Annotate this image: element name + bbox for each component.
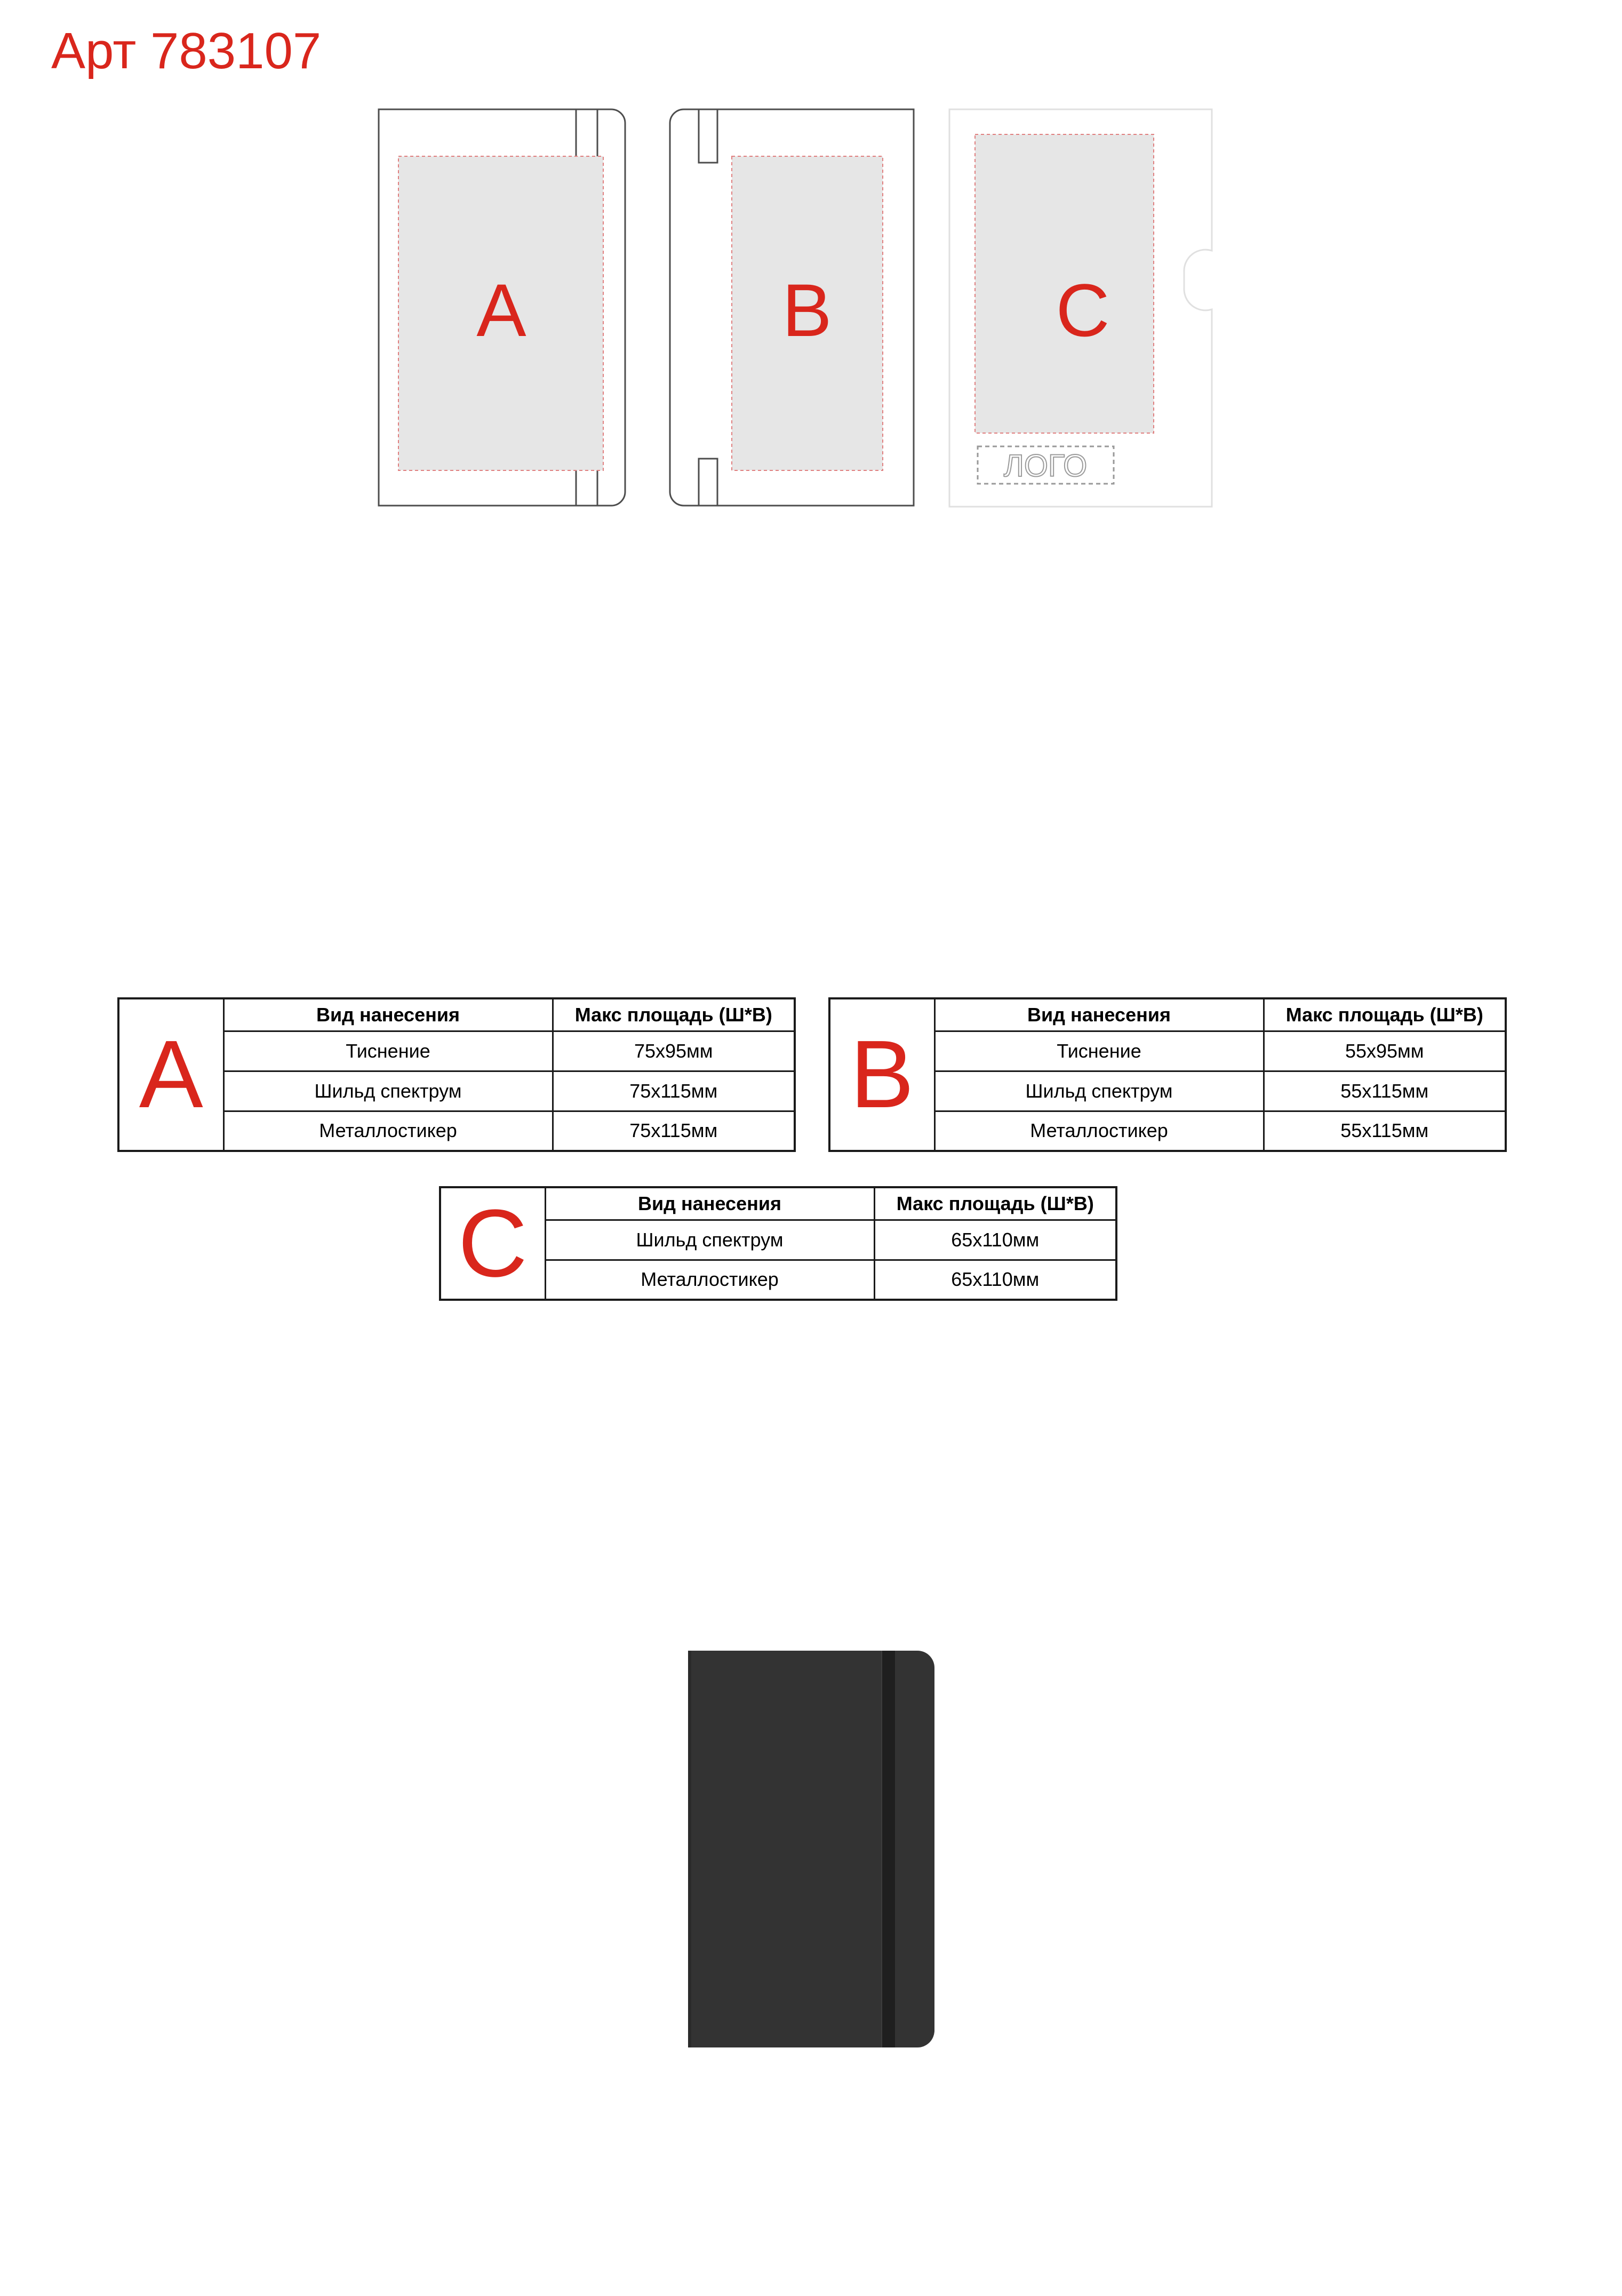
size-cell: 75x115мм: [553, 1111, 795, 1151]
method-cell: Металлостикер: [545, 1260, 874, 1300]
zone-label-a: A: [476, 268, 526, 352]
table-b: [828, 997, 1507, 1152]
method-cell: Шильд спектрум: [934, 1071, 1264, 1111]
placement-diagrams: [0, 0, 1622, 533]
method-cell: Шильд спектрум: [545, 1220, 874, 1260]
size-cell: 65x110мм: [874, 1220, 1116, 1260]
notebook-front-a: [379, 109, 625, 506]
method-cell: Тиснение: [934, 1031, 1264, 1071]
size-cell: 55x115мм: [1264, 1071, 1506, 1111]
size-cell: 75x115мм: [553, 1071, 795, 1111]
size-cell: 55x95мм: [1264, 1031, 1506, 1071]
method-cell: Тиснение: [223, 1031, 553, 1071]
table-letter-b: B: [829, 998, 934, 1151]
method-cell: Шильд спектрум: [223, 1071, 553, 1111]
column-header-method: Вид нанесения: [934, 998, 1264, 1031]
column-header-max-area: Макс площадь (Ш*В): [553, 998, 795, 1031]
size-cell: 75x95мм: [553, 1031, 795, 1071]
table-c: [439, 1186, 1117, 1301]
zone-label-c: C: [1056, 268, 1110, 352]
column-header-method: Вид нанесения: [545, 1187, 874, 1220]
notebook-pocket-c: [949, 109, 1212, 507]
elastic-band: [881, 1651, 895, 2047]
logo-text: ЛОГО: [1003, 449, 1088, 483]
table-letter-a: A: [118, 998, 223, 1151]
article-title: Арт 783107: [51, 22, 322, 79]
table-letter-c: C: [440, 1187, 545, 1300]
column-header-method: Вид нанесения: [223, 998, 553, 1031]
column-header-max-area: Макс площадь (Ш*В): [874, 1187, 1116, 1220]
table-a: [117, 997, 796, 1152]
size-cell: 65x110мм: [874, 1260, 1116, 1300]
column-header-max-area: Макс площадь (Ш*В): [1264, 998, 1506, 1031]
zone-label-b: B: [782, 268, 832, 352]
notebook-back-b: [670, 109, 914, 506]
size-cell: 55x115мм: [1264, 1111, 1506, 1151]
method-cell: Металлостикер: [223, 1111, 553, 1151]
method-cell: Металлостикер: [934, 1111, 1264, 1151]
